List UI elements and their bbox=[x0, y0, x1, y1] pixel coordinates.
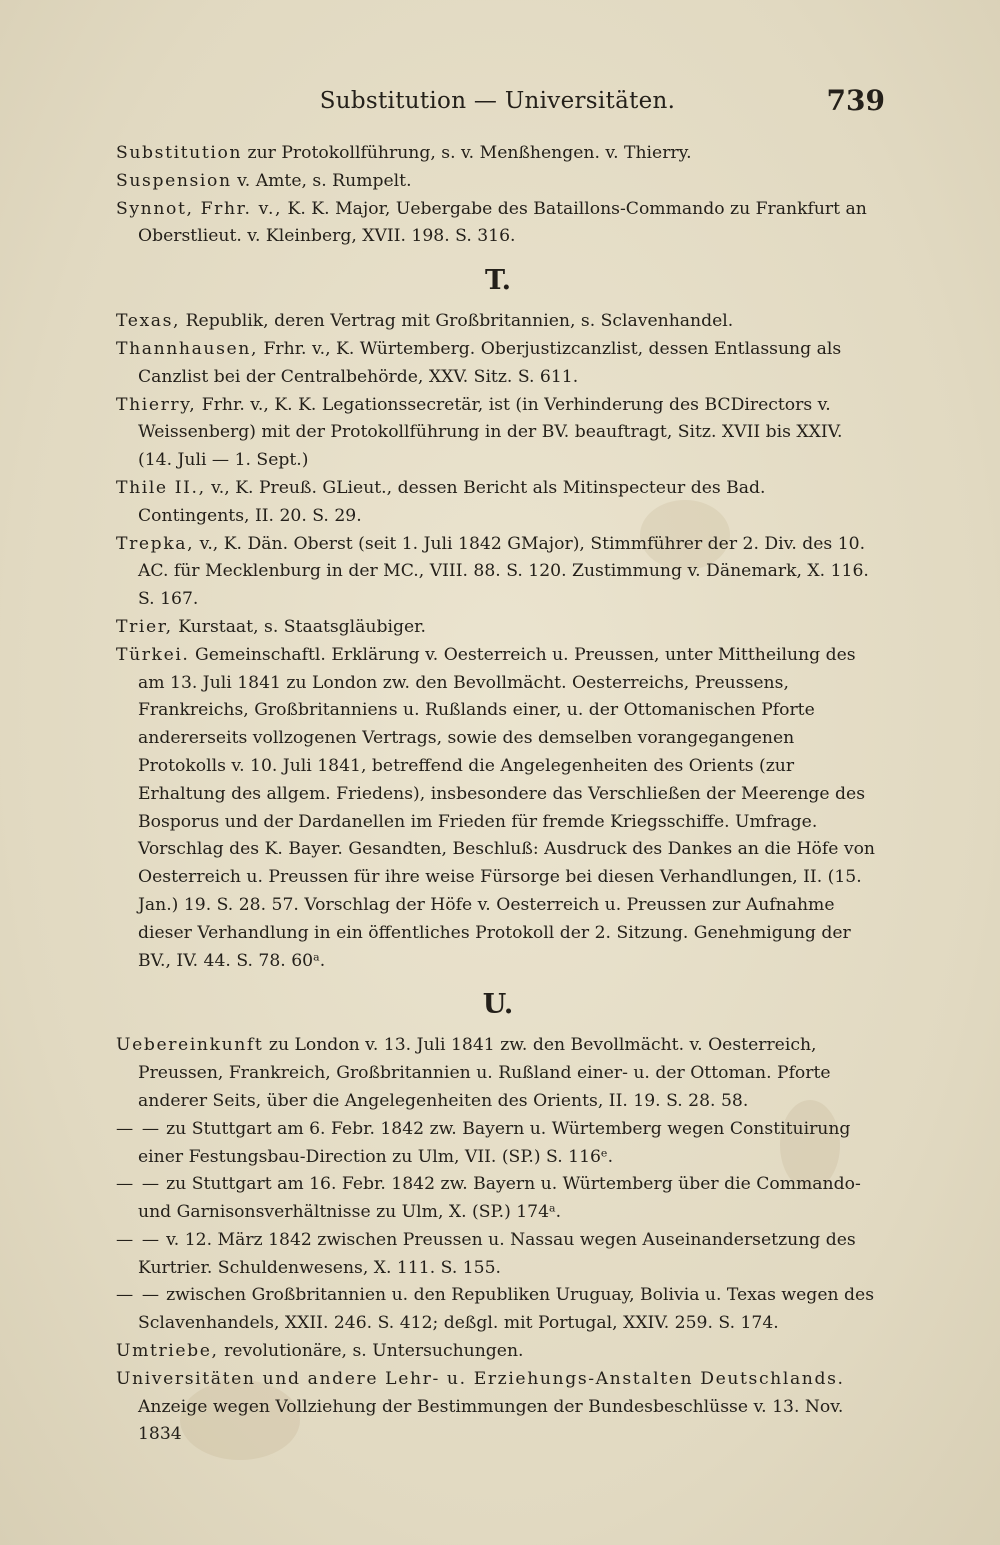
entry-headword: Universitäten und andere Lehr- u. Erziehungs-Anstalten Deutschlands. bbox=[116, 1368, 845, 1389]
entry-text: v., K. Preuß. GLieut., dessen Bericht als Mitinspecteur des Bad. Contingents, II. 20. S. 29. bbox=[138, 477, 766, 526]
index-entry bbox=[116, 1171, 880, 1227]
entry-text: zur Protokollführung, s. v. Menßhengen. v. Thierry. bbox=[242, 143, 692, 163]
entry-text: v. Amte, s. Rumpelt. bbox=[231, 170, 412, 191]
page-number: 739 bbox=[826, 84, 885, 117]
entry-headword: Thannhausen, bbox=[116, 338, 259, 359]
page-header bbox=[110, 84, 885, 128]
running-head: Substitution — Universitäten. bbox=[319, 88, 676, 114]
entry-text: Frhr. v., K. Würtemberg. Oberjustizcanzlist, dessen Entlassung als Canzlist bei der Centralbehörde, XXV. Sitz. S. 611. bbox=[138, 338, 842, 387]
index-entry bbox=[116, 1366, 880, 1449]
entry-text: revolutionäre, s. Untersuchungen. bbox=[218, 1341, 524, 1362]
index-entry bbox=[116, 1282, 880, 1338]
entry-headword: Texas, bbox=[116, 311, 181, 332]
entry-text: zu Stuttgart am 6. Febr. 1842 zw. Bayern u. Würtemberg wegen Constituirung einer Festungsbau-Direction zu Ulm, VII. (SP.) S. 116ᵉ. bbox=[138, 1118, 851, 1167]
entry-headword: — — bbox=[116, 1285, 161, 1306]
entry-headword: — — bbox=[116, 1229, 161, 1250]
index-entry bbox=[116, 642, 880, 976]
entry-text: K. K. Major, Uebergabe des Bataillons-Commando zu Frankfurt an Oberstlieut. v. Kleinberg, XVII. 198. S. 316. bbox=[138, 198, 867, 247]
entry-headword: Türkei. bbox=[116, 644, 190, 665]
entry-text: Kurstaat, s. Staatsgläubiger. bbox=[172, 616, 426, 637]
entry-text: zu Stuttgart am 16. Febr. 1842 zw. Bayern u. Würtemberg über die Commando- und Garnisonsverhältnisse zu Ulm, X. (SP.) 174ᵃ. bbox=[138, 1174, 861, 1223]
entry-headword: Suspension bbox=[116, 170, 232, 191]
entry-text: Republik, deren Vertrag mit Großbritannien, s. Sclavenhandel. bbox=[180, 311, 734, 332]
entry-headword: Substitution bbox=[116, 143, 243, 163]
index-entry bbox=[116, 614, 880, 642]
index-entry bbox=[116, 475, 880, 531]
entry-text: v. 12. März 1842 zwischen Preussen u. Nassau wegen Auseinandersetzung des Kurtrier. Schuldenwesens, X. 111. S. 155. bbox=[138, 1229, 856, 1278]
index-entry bbox=[116, 1116, 880, 1172]
entry-headword: Trier, bbox=[116, 616, 173, 637]
entry-headword: Umtriebe, bbox=[116, 1341, 219, 1362]
index-content bbox=[116, 140, 880, 1449]
entry-headword: — — bbox=[116, 1174, 161, 1195]
entry-headword: Thile II., bbox=[116, 477, 206, 498]
index-entry bbox=[116, 1338, 880, 1366]
entry-text: zwischen Großbritannien u. den Republiken Uruguay, Bolivia u. Texas wegen des Sclavenhandels, XXII. 246. S. 412; deßgl. mit Portugal, XXIV. 259. S. 174. bbox=[138, 1285, 875, 1334]
section-letter: T. bbox=[484, 265, 511, 297]
index-entry bbox=[116, 140, 880, 168]
entry-headword: Thierry, bbox=[116, 394, 197, 415]
index-entry bbox=[116, 168, 880, 196]
entry-headword: Trepka, bbox=[116, 533, 195, 554]
index-entry bbox=[116, 392, 880, 475]
index-entry bbox=[116, 196, 880, 252]
section-letter: U. bbox=[482, 989, 514, 1021]
index-entry bbox=[116, 308, 880, 336]
index-entry bbox=[116, 1227, 880, 1283]
entry-text: Frhr. v., K. K. Legationssecretär, ist (in Verhinderung des BCDirectors v. Weissenberg) mit der Protokollführung in der BV. beauftragt, Sitz. XVII bis XXIV. (14. Juli — 1. Sept.) bbox=[138, 394, 843, 471]
index-entry bbox=[116, 531, 880, 614]
entry-text: Anzeige wegen Vollziehung der Bestimmungen der Bundesbeschlüsse v. 13. Nov. 1834 bbox=[138, 1396, 844, 1445]
entry-text: Gemeinschaftl. Erklärung v. Oesterreich u. Preussen, unter Mittheilung des am 13. Juli 1841 zu London zw. den Bevollmächt. Oesterreichs, Preussens, Frankreichs, Großbritanniens u. Rußlands einer, u. der Ottomanischen Pforte andererseits vollzogenen Vertrags, sowie des demselben vorangegangenen Protokolls v. 10. Juli 1841, betreffend die Angelegenheiten des Orients (zur Erhaltung des allgem. Friedens), insbesondere das Verschließen der Meerenge des Bosporus und der Dardanellen im Frieden für fremde Kriegsschiffe. Umfrage. Vorschlag des K. Bayer. Gesandten, Beschluß: Ausdruck des Dankes an die Höfe von Oesterreich u. Preussen für ihre weise Fürsorge bei diesen Verhandlungen, II. (15. Jan.) 19. S. 28. 57. Vorschlag der Höfe v. Oesterreich u. Preussen zur Aufnahme dieser Verhandlung in ein öffentliches Protokoll der 2. Sitzung. Genehmigung der BV., IV. 44. S. 78. 60ᵃ. bbox=[138, 644, 875, 971]
entry-headword: — — bbox=[116, 1118, 161, 1139]
entry-text: zu London v. 13. Juli 1841 zw. den Bevollmächt. v. Oesterreich, Preussen, Frankreich, Großbritannien u. Rußland einer- u. der Ottoman. Pforte anderer Seits, über die Angelegenheiten des Orients, II. 19. S. 28. 58. bbox=[138, 1035, 831, 1111]
entry-text: v., K. Dän. Oberst (seit 1. Juli 1842 GMajor), Stimmführer der 2. Div. des 10. AC. für Mecklenburg in der MC., VIII. 88. S. 120. Zustimmung v. Dänemark, X. 116. S. 167. bbox=[138, 533, 869, 610]
index-entry bbox=[116, 1032, 880, 1115]
entry-headword: Uebereinkunft bbox=[116, 1035, 264, 1056]
entry-headword: Synnot, Frhr. v., bbox=[116, 198, 283, 219]
index-entry bbox=[116, 336, 880, 392]
